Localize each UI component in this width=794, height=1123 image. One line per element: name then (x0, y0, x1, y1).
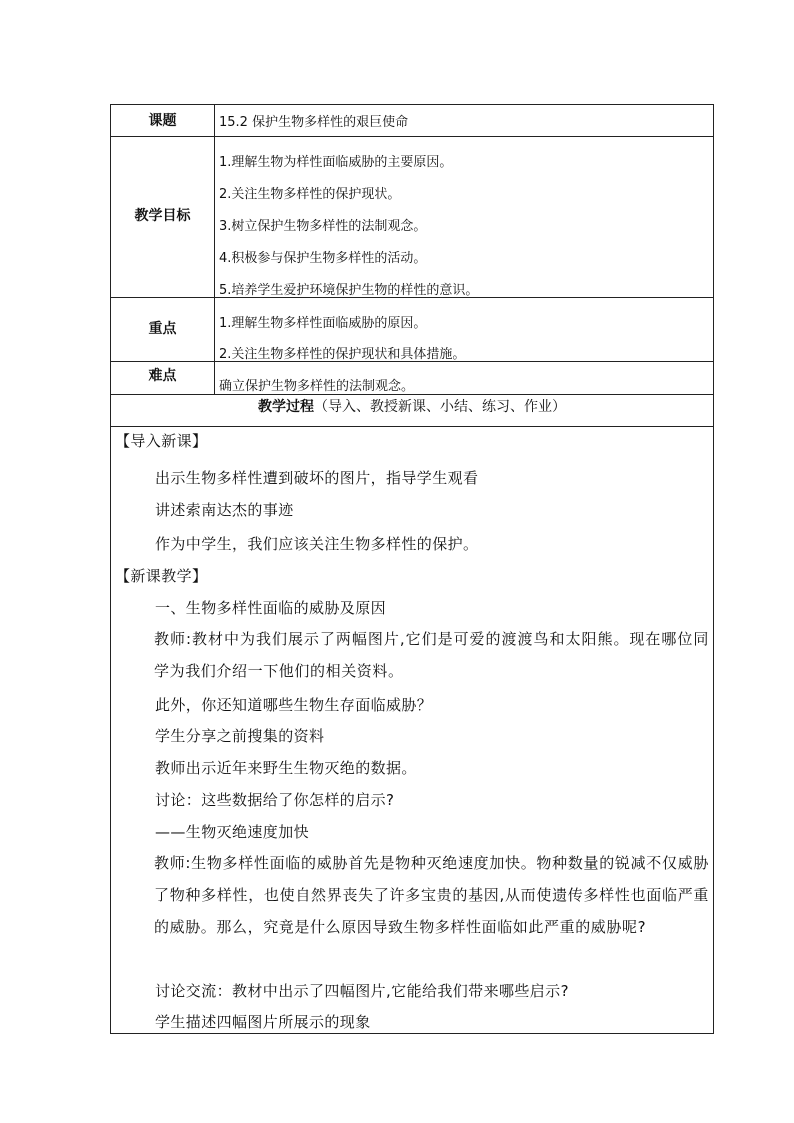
text-line: 学生描述四幅图片所展示的现象 (155, 1013, 371, 1031)
text-line: 讨论交流：教材中出示了四幅图片,它能给我们带来哪些启示? (155, 982, 569, 1000)
text-line: 讨论：这些数据给了你怎样的启示? (155, 791, 395, 809)
intro-line: 出示生物多样性遭到破坏的图片，指导学生观看 (155, 469, 479, 487)
text-line: 此外，你还知道哪些生物生存面临威胁？ (155, 696, 433, 714)
new-lesson-header: 【新课教学】 (115, 567, 208, 585)
text-line: 教师出示近年来野生生物灭绝的数据。 (155, 759, 417, 777)
intro-line: 作为中学生，我们应该关注生物多样性的保护。 (155, 535, 479, 553)
paragraph-text: 教师:教材中为我们展示了两幅图片,它们是可爱的渡渡鸟和太阳熊。现在哪位同学为我们介绍一下他们的相关资料。 (154, 630, 709, 680)
text-line: 学生分享之前搜集的资料 (155, 727, 325, 745)
topic-value: 15.2 保护生物多样性的艰巨使命 (219, 115, 409, 130)
difficult-label: 难点 (148, 368, 177, 384)
objective-item: 3.树立保护生物多样性的法制观念。 (219, 219, 427, 234)
difficult-value: 确立保护生物多样性的法制观念。 (219, 379, 415, 394)
row-divider (111, 136, 713, 137)
process-title-bold: 教学过程 (258, 399, 314, 415)
key-point-item: 2.关注生物多样性的保护现状和具体措施。 (219, 347, 466, 362)
objective-item: 2.关注生物多样性的保护现状。 (219, 187, 401, 202)
column-divider (214, 105, 215, 394)
objective-item: 4.积极参与保护生物多样性的活动。 (219, 251, 427, 266)
text-line: ——生物灭绝速度加快 (155, 823, 310, 841)
objectives-label: 教学目标 (134, 208, 191, 224)
section-heading: 一、生物多样性面临的威胁及原因 (155, 599, 387, 617)
objective-item: 1.理解生物为样性面临威胁的主要原因。 (219, 155, 453, 170)
objective-item: 5.培养学生爱护环境保护生物的样性的意识。 (219, 283, 479, 298)
process-title-rest: （导入、教授新课、小结、练习、作业） (314, 399, 566, 415)
intro-header: 【导入新课】 (115, 432, 208, 450)
topic-label: 课题 (148, 113, 177, 129)
row-divider (111, 426, 713, 427)
intro-line: 讲述索南达杰的事迹 (155, 501, 294, 519)
lesson-plan-table (110, 104, 714, 1034)
key-points-label: 重点 (148, 321, 177, 337)
paragraph (117, 623, 709, 687)
paragraph (117, 847, 709, 943)
row-divider (111, 394, 713, 395)
key-point-item: 1.理解生物多样性面临威胁的原因。 (219, 316, 427, 331)
process-title (111, 396, 713, 416)
paragraph-text: 教师:生物多样性面临的威胁首先是物种灭绝速度加快。物种数量的锐减不仅威胁了物种多样性，也使自然界丧失了许多宝贵的基因,从而使遗传多样性也面临严重的威胁。那么，究竟是什么原因导致生物多样性面临如此严重的威胁呢? (154, 854, 709, 936)
